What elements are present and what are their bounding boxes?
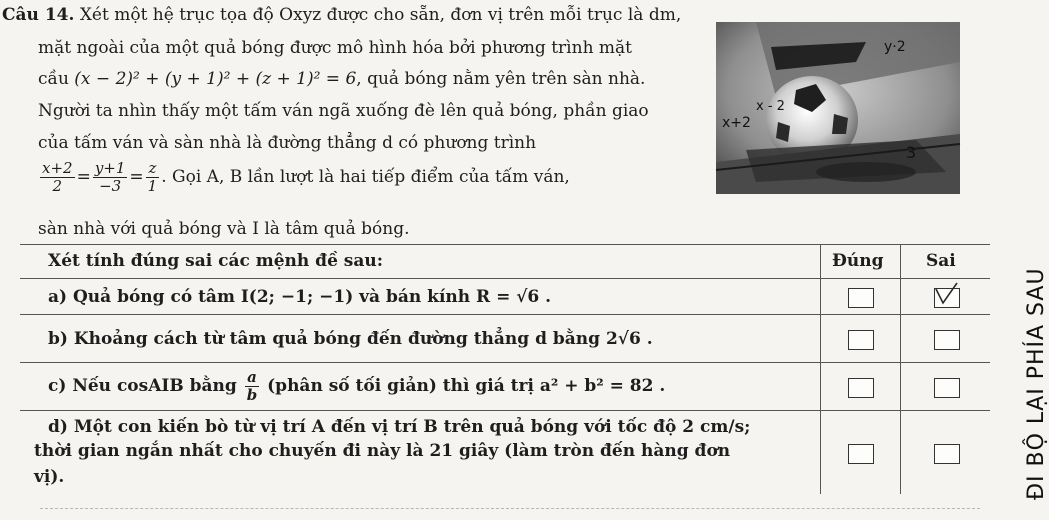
question-text-6-suffix: . Gọi A, B lần lượt là hai tiếp điểm của tấm ván, [161,167,570,187]
handwritten-check-icon [933,285,959,305]
statement-a-false-checkbox[interactable] [934,288,960,308]
ball-photo [716,22,960,194]
table-header: Xét tính đúng sai các mệnh đề sau: [48,251,384,271]
question-line-6: $\frac{x+2}{2}$ = $\frac{y+1}{-3}$ = $\frac{z}{1}$ . Gọi A, B lần lượt là hai tiếp điểm của tấm ván, [42,159,570,195]
statement-b-true-checkbox[interactable] [848,330,874,350]
side-note-text: ĐI BỘ LẠI PHÍA SAU [1024,267,1049,500]
bottom-divider [40,508,980,509]
statement-b: b) Khoảng cách từ tâm quả bóng đến đường thẳng d bằng 2√6 . [48,329,653,349]
question-line-1 [2,4,681,26]
statement-c-fraction: $\frac{a}{b}$ [246,368,258,404]
statement-b-false-checkbox[interactable] [934,330,960,350]
photo-label-y2: y·2 [884,39,906,55]
statement-a: a) Quả bóng có tâm I(2; −1; −1) và bán kính R = √6 . [48,287,552,307]
statement-d-false-checkbox[interactable] [934,444,960,464]
question-line-2: mặt ngoài của một quả bóng được mô hình hóa bởi phương trình mặt [38,38,633,58]
statement-d-line-1: d) Một con kiến bò từ vị trí A đến vị trí B trên quả bóng với tốc độ 2 cm/s; [48,417,751,437]
question-number: Câu 14. [2,5,75,25]
question-line-3 [38,68,645,90]
line-eq-frac-2: $\frac{y+1}{-3}$ [94,159,126,195]
statement-d-line-2: thời gian ngắn nhất cho chuyến đi này là 21 giây (làm tròn đến hàng đơn [34,441,731,461]
photo-label-x2a: x - 2 [756,99,785,114]
column-true-header: Đúng [832,251,884,271]
statement-c-false-checkbox[interactable] [934,378,960,398]
true-false-table [20,244,1010,496]
column-false-header: Sai [926,251,956,271]
photo-label-x2b: x+2 [722,115,751,131]
question-text-3-prefix: cầu [38,69,69,89]
statement-c: c) Nếu cosAIB bằng $\frac{a}{b}$ (phân số tối giản) thì giá trị a² + b² = 82 . [48,368,666,404]
question-line-5: của tấm ván và sàn nhà là đường thẳng d có phương trình [38,133,537,153]
side-note [992,120,1049,520]
question-line-4: Người ta nhìn thấy một tấm ván ngã xuống đè lên quả bóng, phần giao [38,101,649,121]
statement-a-true-checkbox[interactable] [848,288,874,308]
statement-d-true-checkbox[interactable] [848,444,874,464]
question-text-3-suffix: , quả bóng nằm yên trên sàn nhà. [356,69,646,89]
line-eq-frac-1: $\frac{x+2}{2}$ [42,159,73,195]
line-eq-frac-3: $\frac{z}{1}$ [147,159,158,195]
question-text-1: Xét một hệ trục tọa độ Oxyz được cho sẵn, đơn vị trên mỗi trục là dm, [79,5,682,25]
photo-label-three: 3 [906,143,917,162]
ball-photo-illustration [716,22,960,194]
sphere-equation: (x − 2)² + (y + 1)² + (z + 1)² = 6 [74,69,357,89]
statement-d-line-3: vị). [34,467,65,487]
question-line-7: sàn nhà với quả bóng và I là tâm quả bóng. [38,219,410,239]
statement-c-true-checkbox[interactable] [848,378,874,398]
